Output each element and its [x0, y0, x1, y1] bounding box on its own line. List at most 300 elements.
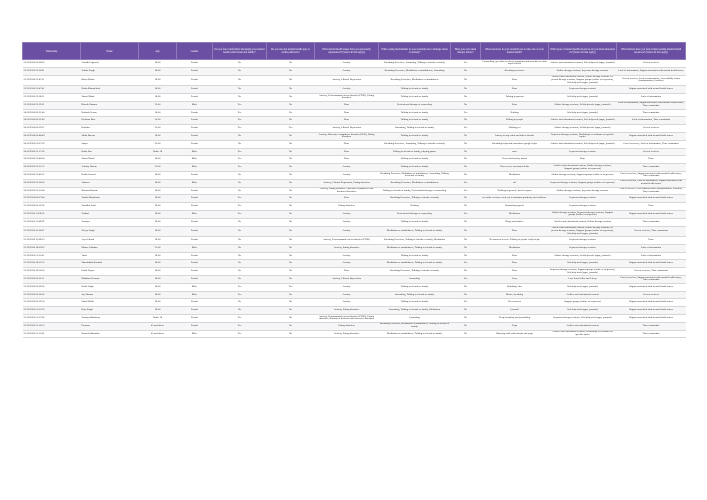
table-cell[interactable]: Female	[177, 237, 213, 245]
table-cell[interactable]: 18-24	[139, 195, 177, 203]
table-cell[interactable]: Female	[177, 276, 213, 284]
table-cell[interactable]: Journaling, Talking to friends or family, Meditation	[379, 307, 451, 315]
table-cell[interactable]: 45 and above	[139, 322, 177, 330]
table-row[interactable]	[23, 117, 686, 125]
table-row[interactable]	[23, 322, 686, 330]
table-cell[interactable]: Articles and educational content	[549, 322, 617, 330]
table-cell[interactable]: Stigma associated with mental health issues	[617, 132, 686, 140]
table-cell[interactable]: No	[267, 187, 315, 195]
table-cell[interactable]: No	[213, 244, 267, 252]
column-header[interactable]: Do you feel comfortable discussing your mental health with friends and family?	[213, 43, 267, 60]
table-cell[interactable]: 25/10/2024 21:11:45	[23, 330, 81, 338]
table-cell[interactable]: Online therapy sessions, In-person therapy sessions, Support groups (online or in-person)	[549, 210, 617, 218]
table-row[interactable]	[23, 307, 686, 315]
table-cell[interactable]: Cost of services	[617, 291, 686, 299]
table-cell[interactable]: No	[213, 67, 267, 75]
table-cell[interactable]: Tanis	[81, 252, 139, 260]
table-cell[interactable]: Yes	[451, 60, 481, 68]
table-cell[interactable]: Distracting myself	[481, 203, 549, 211]
table-cell[interactable]: Vasudha Joshi	[81, 203, 139, 211]
table-cell[interactable]: No	[267, 237, 315, 245]
table-cell[interactable]: Meditation	[481, 171, 549, 179]
table-cell[interactable]: In-person therapy sessions, Workshops or webinars on specific topics	[549, 132, 617, 140]
table-cell[interactable]: Breathing Exercises, Meditation or mindfulness, Journaling	[379, 67, 451, 75]
table-cell[interactable]: Shika Biswas	[81, 132, 139, 140]
table-cell[interactable]: 25-34	[139, 140, 177, 148]
table-cell[interactable]: Articles and educational content, Online therapy sessions, In-person therapy sessions, Support groups (online or in-person), Self-help tools (apps, journals)	[549, 75, 617, 86]
table-cell[interactable]: Yes	[213, 195, 267, 203]
table-cell[interactable]: No	[267, 171, 315, 179]
table-cell[interactable]: Female	[177, 268, 213, 276]
table-cell[interactable]: Male	[177, 148, 213, 156]
table-cell[interactable]: Blogs and articles	[481, 218, 549, 226]
table-cell[interactable]: Stigma associated with mental health issues	[617, 299, 686, 307]
table-cell[interactable]: Soumya	[81, 218, 139, 226]
table-cell[interactable]: 18-24	[139, 260, 177, 268]
table-cell[interactable]: 24/10/2024 22:56:20	[23, 179, 81, 187]
table-cell[interactable]: Talking to friends or family	[379, 117, 451, 125]
table-cell[interactable]: No	[267, 226, 315, 237]
table-row[interactable]	[23, 260, 686, 268]
table-cell[interactable]: Talking to friends or family	[379, 218, 451, 226]
table-cell[interactable]: 18-24	[139, 268, 177, 276]
table-cell[interactable]: In-person therapy sessions, Self-help tools (apps, journals)	[549, 315, 617, 323]
table-cell[interactable]: No	[267, 276, 315, 284]
table-cell[interactable]: Female	[177, 252, 213, 260]
table-cell[interactable]: Stigma associated with mental health issues	[617, 315, 686, 323]
table-cell[interactable]: No	[451, 226, 481, 237]
column-header[interactable]: Name	[81, 43, 139, 60]
table-cell[interactable]: No	[451, 195, 481, 203]
table-cell[interactable]: Meditation	[481, 210, 549, 218]
table-row[interactable]	[23, 299, 686, 307]
table-cell[interactable]: No	[267, 164, 315, 172]
table-cell[interactable]: No	[213, 75, 267, 86]
table-cell[interactable]: Yes	[213, 117, 267, 125]
table-cell[interactable]: 18-24	[139, 226, 177, 237]
table-cell[interactable]: Bhavi Mehta	[81, 75, 139, 86]
table-cell[interactable]: 18-24	[139, 179, 177, 187]
table-cell[interactable]: Music, breathing	[481, 291, 549, 299]
table-cell[interactable]: 25/10/2024 21:25:47	[23, 252, 81, 260]
table-cell[interactable]: None	[617, 237, 686, 245]
table-row[interactable]	[23, 268, 686, 276]
table-cell[interactable]: Male	[177, 179, 213, 187]
table-cell[interactable]: Female	[177, 299, 213, 307]
table-cell[interactable]: Cost of services, Time constraints	[617, 226, 686, 237]
table-cell[interactable]: 18-24	[139, 299, 177, 307]
table-cell[interactable]: Cury	[481, 276, 549, 284]
table-cell[interactable]: 23/10/2024 23:47:31	[23, 75, 81, 86]
table-cell[interactable]: 25-34	[139, 164, 177, 172]
table-cell[interactable]: No	[451, 171, 481, 179]
table-cell[interactable]: None	[481, 252, 549, 260]
table-cell[interactable]: Anxiety	[315, 86, 379, 94]
table-cell[interactable]: 18-24	[139, 93, 177, 101]
table-cell[interactable]: 23/10/2024 23:47:41	[23, 86, 81, 94]
table-row[interactable]	[23, 210, 686, 218]
table-cell[interactable]: 18-24	[139, 187, 177, 195]
table-cell[interactable]: Manav Chhabra	[81, 244, 139, 252]
table-cell[interactable]: No	[267, 307, 315, 315]
table-cell[interactable]: No	[451, 93, 481, 101]
table-cell[interactable]: Yes	[213, 156, 267, 164]
table-cell[interactable]: Articles and educational content, Self-help tools (apps, journals)	[549, 117, 617, 125]
table-cell[interactable]: 24/10/2024 22:40:04	[23, 156, 81, 164]
table-cell[interactable]: Poonam	[81, 322, 139, 330]
table-cell[interactable]: 18-24	[139, 171, 177, 179]
table-row[interactable]	[23, 93, 686, 101]
table-cell[interactable]: No	[451, 283, 481, 291]
table-cell[interactable]: Talking to friends or family	[379, 283, 451, 291]
table-cell[interactable]: No	[267, 75, 315, 86]
table-cell[interactable]: Advitiy Narnia	[81, 164, 139, 172]
table-cell[interactable]: 24/10/2024 00:46:49	[23, 132, 81, 140]
table-cell[interactable]: 25/10/2024 00:07:44	[23, 195, 81, 203]
table-cell[interactable]: Female	[177, 195, 213, 203]
table-cell[interactable]: Journaling	[379, 276, 451, 284]
table-cell[interactable]: 25/10/2024 18:09:05	[23, 244, 81, 252]
table-cell[interactable]: Breathing exercises	[481, 67, 549, 75]
table-cell[interactable]: None	[315, 140, 379, 148]
table-cell[interactable]: Atharva	[81, 179, 139, 187]
table-cell[interactable]: None	[481, 226, 549, 237]
table-cell[interactable]: Female	[177, 67, 213, 75]
table-cell[interactable]: Female	[177, 315, 213, 323]
table-cell[interactable]: No	[451, 330, 481, 338]
table-cell[interactable]: Journaling, Talking to friends or family	[379, 125, 451, 133]
table-cell[interactable]: 25-34	[139, 244, 177, 252]
table-cell[interactable]: Talking to friends or family, Professional therapy or counseling	[379, 187, 451, 195]
table-cell[interactable]: I use Sonal Glho and I sleep	[549, 276, 617, 284]
table-row[interactable]	[23, 171, 686, 179]
table-cell[interactable]: None	[315, 101, 379, 109]
table-cell[interactable]: Yes	[267, 283, 315, 291]
table-cell[interactable]: Male	[177, 101, 213, 109]
table-cell[interactable]: Self-help tools (apps, journals)	[549, 260, 617, 268]
table-cell[interactable]: none	[481, 148, 549, 156]
table-cell[interactable]: Female	[177, 226, 213, 237]
table-cell[interactable]: Nothing yet	[481, 125, 549, 133]
table-cell[interactable]: Maitham Poonam	[81, 276, 139, 284]
table-cell[interactable]: None	[315, 109, 379, 117]
table-cell[interactable]: Breathing Exercises, Talking to friends or family	[379, 195, 451, 203]
table-cell[interactable]: 23/10/2024 23:59:31	[23, 101, 81, 109]
table-cell[interactable]: 25/10/2024 20:32:11	[23, 276, 81, 284]
table-cell[interactable]: 25/10/2024 11:49:09	[23, 218, 81, 226]
table-cell[interactable]: 25/10/2024 12:26:07	[23, 226, 81, 237]
table-cell[interactable]: No	[267, 252, 315, 260]
table-cell[interactable]: Time constraints	[617, 322, 686, 330]
table-cell[interactable]: Yes	[213, 291, 267, 299]
table-cell[interactable]: Yes	[213, 315, 267, 323]
table-cell[interactable]: None	[481, 86, 549, 94]
table-cell[interactable]: I journal	[481, 307, 549, 315]
table-cell[interactable]: Palak Tayiya	[81, 268, 139, 276]
table-cell[interactable]: 18-24	[139, 237, 177, 245]
table-cell[interactable]: None	[315, 195, 379, 203]
table-cell[interactable]: Female	[177, 322, 213, 330]
table-cell[interactable]: Articles and educational content, Self-help tools (apps, journals)	[549, 140, 617, 148]
column-header[interactable]: What types of mental health resources are you most interested in? (Select all that apply)	[549, 43, 617, 60]
table-cell[interactable]: Lack of information	[617, 252, 686, 260]
table-cell[interactable]: Cost of services, Lack of information, Accessibility issues (transportation, location)	[617, 75, 686, 86]
table-cell[interactable]: Deep breathing and journalling	[481, 315, 549, 323]
table-cell[interactable]: In-person therapy sessions	[549, 86, 617, 94]
table-cell[interactable]: Ruchika	[81, 125, 139, 133]
table-cell[interactable]: No	[451, 252, 481, 260]
table-cell[interactable]: Cost of services, Accessibility issues (transportation, location), Time constraints	[617, 187, 686, 195]
table-cell[interactable]: Anxiety	[315, 299, 379, 307]
table-cell[interactable]: No	[267, 156, 315, 164]
table-cell[interactable]: Stigma associated with mental health issues	[617, 307, 686, 315]
table-row[interactable]	[23, 140, 686, 148]
table-cell[interactable]: Articles and educational content, Self-help tools (apps, journals)	[549, 60, 617, 68]
table-cell[interactable]: Vrinda Singh	[81, 67, 139, 75]
table-cell[interactable]: 18-24	[139, 109, 177, 117]
table-cell[interactable]: 18-24	[139, 210, 177, 218]
table-cell[interactable]: nil	[481, 179, 549, 187]
table-cell[interactable]: No	[451, 322, 481, 330]
table-cell[interactable]: Talking to friends or family	[379, 252, 451, 260]
table-cell[interactable]: Yes	[213, 283, 267, 291]
table-cell[interactable]: Aaradhi Agarwal	[81, 60, 139, 68]
table-cell[interactable]: Eating disorders	[315, 203, 379, 211]
table-cell[interactable]: Yes	[451, 260, 481, 268]
table-cell[interactable]: Articles and educational content, Workshops or webinars on specific topics	[549, 330, 617, 338]
table-cell[interactable]: Meditation	[481, 244, 549, 252]
table-cell[interactable]: Talking to friends or family	[379, 132, 451, 140]
table-cell[interactable]: 18-24	[139, 252, 177, 260]
table-cell[interactable]: Self-help tools (apps, journals)	[549, 109, 617, 117]
table-cell[interactable]: Meditation or mindfulness, Talking to friends or family	[379, 330, 451, 338]
table-cell[interactable]: Lack of information, Time constraints	[617, 117, 686, 125]
table-cell[interactable]: 18-24	[139, 218, 177, 226]
table-cell[interactable]: No	[451, 237, 481, 245]
table-cell[interactable]: Male	[177, 164, 213, 172]
table-cell[interactable]: No	[451, 67, 481, 75]
table-cell[interactable]: Breathing Exercises, Meditation or mindfulness	[379, 179, 451, 187]
table-cell[interactable]: None	[617, 203, 686, 211]
table-cell[interactable]: No	[213, 218, 267, 226]
table-cell[interactable]: No	[267, 67, 315, 75]
table-cell[interactable]: None	[481, 268, 549, 276]
table-row[interactable]	[23, 156, 686, 164]
table-cell[interactable]: No	[451, 164, 481, 172]
table-cell[interactable]: 25/10/2024 21:10:13	[23, 322, 81, 330]
table-cell[interactable]: In-person therapy sessions	[549, 244, 617, 252]
table-cell[interactable]: Talking to friends or family	[379, 93, 451, 101]
table-cell[interactable]: None	[549, 156, 617, 164]
table-cell[interactable]: Cost of services, Lack of information, Time constraints	[617, 140, 686, 148]
table-row[interactable]	[23, 179, 686, 187]
table-cell[interactable]: Talking to friends or family	[379, 156, 451, 164]
column-header[interactable]: Gender	[177, 43, 213, 60]
table-cell[interactable]: 25/10/2024 11:09:50	[23, 210, 81, 218]
table-cell[interactable]: Anxiety	[315, 164, 379, 172]
table-cell[interactable]: Anxiety	[315, 283, 379, 291]
table-cell[interactable]: Yes	[451, 179, 481, 187]
table-cell[interactable]: Male	[177, 291, 213, 299]
table-cell[interactable]: No	[267, 330, 315, 338]
table-cell[interactable]: Female	[177, 132, 213, 140]
table-cell[interactable]: 24/10/2024 00:21:04	[23, 109, 81, 117]
table-cell[interactable]: Lack of information, Stigma associated with mental health issues	[617, 67, 686, 75]
table-cell[interactable]: Meditation or mindfulness, Talking to friends or family	[379, 260, 451, 268]
table-cell[interactable]: Cost of services, Stigma associated with mental health issues, Time constraints	[617, 171, 686, 179]
table-cell[interactable]: Female	[177, 93, 213, 101]
table-cell[interactable]: Female	[177, 218, 213, 226]
table-cell[interactable]: Anxiety	[315, 210, 379, 218]
table-cell[interactable]: Nothing	[481, 109, 549, 117]
table-cell[interactable]: 24/10/2024 22:51:13	[23, 164, 81, 172]
column-header[interactable]: What mental health issues have you personally experienced? (Select all that apply)	[315, 43, 379, 60]
table-cell[interactable]: Talking to friends or family	[379, 109, 451, 117]
table-cell[interactable]: Anxiety, Clinical Depression, Eating disorders	[315, 179, 379, 187]
table-cell[interactable]: Articles and educational content	[549, 291, 617, 299]
table-cell[interactable]: Cost of services, Lack of information, Stigma associated with mental health issues	[617, 179, 686, 187]
table-cell[interactable]: Journaling	[379, 315, 451, 323]
table-row[interactable]	[23, 187, 686, 195]
table-cell[interactable]: Talking to friends or family	[379, 86, 451, 94]
table-cell[interactable]: Breathing Exercises, Meditation or mindfulness, Journaling, Talking to friends or family	[380, 171, 449, 178]
table-row[interactable]	[23, 125, 686, 133]
table-cell[interactable]: No	[267, 291, 315, 299]
table-row[interactable]	[23, 164, 686, 172]
table-cell[interactable]: Breathing Exercises, Journaling, Talking to friends or family	[379, 140, 451, 148]
column-header[interactable]: Have you ever taken therapy before?	[451, 43, 481, 60]
table-cell[interactable]: Talking to friends or family	[379, 164, 451, 172]
table-cell[interactable]: None	[481, 75, 549, 86]
table-cell[interactable]: In-person therapy sessions	[549, 203, 617, 211]
table-cell[interactable]: Anxiety	[315, 260, 379, 268]
table-cell[interactable]: Male	[177, 330, 213, 338]
table-cell[interactable]: Cost of services	[617, 60, 686, 68]
table-cell[interactable]: 18-24	[139, 276, 177, 284]
table-cell[interactable]: 25/10/2024 20:39:56	[23, 283, 81, 291]
table-cell[interactable]: No	[213, 187, 267, 195]
table-cell[interactable]: Male	[177, 156, 213, 164]
table-cell[interactable]: Anxiety, Post-traumatic stress disorder (PTSD), Eating disorders	[315, 93, 379, 101]
table-cell[interactable]: Online therapy sessions, In-person therapy sessions	[549, 187, 617, 195]
column-header[interactable]: Timestamp	[23, 43, 81, 60]
table-row[interactable]	[23, 291, 686, 299]
table-cell[interactable]: Talking to friends or family	[379, 299, 451, 307]
table-cell[interactable]: 25/10/2024 21:37:06	[23, 315, 81, 323]
table-cell[interactable]: 24/10/2024 22:43:32	[23, 171, 81, 179]
table-cell[interactable]: 18-24	[139, 75, 177, 86]
table-cell[interactable]: 18-24	[139, 291, 177, 299]
table-cell[interactable]: Online therapy sessions, Self-help tools (apps, journals)	[549, 125, 617, 133]
table-cell[interactable]: Nothing	[379, 203, 451, 211]
table-cell[interactable]: Yes	[451, 299, 481, 307]
table-cell[interactable]: 25/10/2024 00:12:24	[23, 203, 81, 211]
table-cell[interactable]: No	[451, 291, 481, 299]
table-cell[interactable]: No	[451, 148, 481, 156]
table-cell[interactable]: No	[267, 179, 315, 187]
table-cell[interactable]: Breathing Exercises, Journaling, Talking to friends or family	[379, 60, 451, 68]
table-cell[interactable]: Yes	[213, 203, 267, 211]
column-header[interactable]: What coping mechanisms do you currently use to manage stress or anxiety?	[379, 43, 451, 60]
table-cell[interactable]: 25/10/2024 18:53:13	[23, 260, 81, 268]
table-cell[interactable]: 18-24	[139, 86, 177, 94]
table-cell[interactable]: Yes	[451, 125, 481, 133]
table-cell[interactable]: Self-help tools (apps, journals)	[549, 307, 617, 315]
table-cell[interactable]: Stigma associated with mental health issues	[617, 210, 686, 218]
table-cell[interactable]: Anxiety, Clinical Depression	[315, 75, 379, 86]
table-cell[interactable]: Anxiety	[315, 226, 379, 237]
table-cell[interactable]: Time constraints	[617, 109, 686, 117]
table-cell[interactable]: Anxiety, Eating disorders	[315, 307, 379, 315]
table-row[interactable]	[23, 315, 686, 323]
table-cell[interactable]: Female	[177, 75, 213, 86]
table-cell[interactable]: No	[213, 260, 267, 268]
table-cell[interactable]: Bodhi Jaiswal	[81, 171, 139, 179]
table-cell[interactable]: Anxiety, Eating disorders	[315, 244, 379, 252]
table-cell[interactable]: Breathing Exercises, Meditation or mindfulness, Talking to friends or family	[379, 322, 450, 329]
table-cell[interactable]: No	[267, 117, 315, 125]
table-cell[interactable]: No	[267, 260, 315, 268]
table-cell[interactable]: Professional therapy or counseling	[379, 101, 451, 109]
table-cell[interactable]: Female	[177, 117, 213, 125]
table-row[interactable]	[23, 75, 686, 86]
table-cell[interactable]: Shruti Mittal	[81, 93, 139, 101]
table-cell[interactable]: No	[451, 117, 481, 125]
table-row[interactable]	[23, 60, 686, 68]
table-cell[interactable]: Under 18	[139, 148, 177, 156]
table-cell[interactable]: 23/10/2024 23:58:11	[23, 93, 81, 101]
table-cell[interactable]: No	[213, 140, 267, 148]
table-cell[interactable]: No	[213, 307, 267, 315]
table-cell[interactable]: Female	[177, 86, 213, 94]
table-cell[interactable]: No	[451, 75, 481, 86]
table-cell[interactable]: No	[267, 140, 315, 148]
table-cell[interactable]: Yes	[451, 187, 481, 195]
table-cell[interactable]: Shruti Ninoh	[81, 156, 139, 164]
table-cell[interactable]: Stigma associated with mental health issues	[617, 283, 686, 291]
table-row[interactable]	[23, 132, 686, 140]
table-cell[interactable]: Anxiety, Clinical Depression	[315, 276, 379, 284]
table-row[interactable]	[23, 67, 686, 75]
table-cell[interactable]: Male	[177, 283, 213, 291]
table-cell[interactable]: No	[213, 268, 267, 276]
table-cell[interactable]: No	[267, 86, 315, 94]
table-cell[interactable]: Self-help tools (apps, journals)	[549, 93, 617, 101]
table-cell[interactable]: Jay Sharma	[81, 291, 139, 299]
table-cell[interactable]: Articles and educational content, Online therapy sessions, In-person therapy sessions, Support groups (online or in-person), Self-help tools (apps, journals)	[549, 226, 617, 237]
table-cell[interactable]: Yoga	[481, 322, 549, 330]
table-cell[interactable]: Female	[177, 60, 213, 68]
table-cell[interactable]: Ramesh Bhandari	[81, 330, 139, 338]
table-cell[interactable]: None	[315, 156, 379, 164]
table-cell[interactable]: Journaling, Talking to friends or family	[379, 291, 451, 299]
table-cell[interactable]: Female	[177, 307, 213, 315]
table-cell[interactable]: Arya Ghosal	[81, 237, 139, 245]
table-cell[interactable]: Ishita Malik	[81, 299, 139, 307]
table-cell[interactable]: No	[213, 171, 267, 179]
table-cell[interactable]: Yes	[267, 125, 315, 133]
table-cell[interactable]: 24/10/2024 23:55:04	[23, 187, 81, 195]
table-cell[interactable]: Yes	[213, 322, 267, 330]
table-cell[interactable]: Yes	[213, 101, 267, 109]
table-cell[interactable]: Female	[177, 140, 213, 148]
table-cell[interactable]: No	[267, 244, 315, 252]
table-cell[interactable]: No	[213, 60, 267, 68]
table-cell[interactable]: Female	[177, 187, 213, 195]
table-cell[interactable]: No	[451, 132, 481, 140]
table-cell[interactable]: 25-34	[139, 101, 177, 109]
table-row[interactable]	[23, 218, 686, 226]
